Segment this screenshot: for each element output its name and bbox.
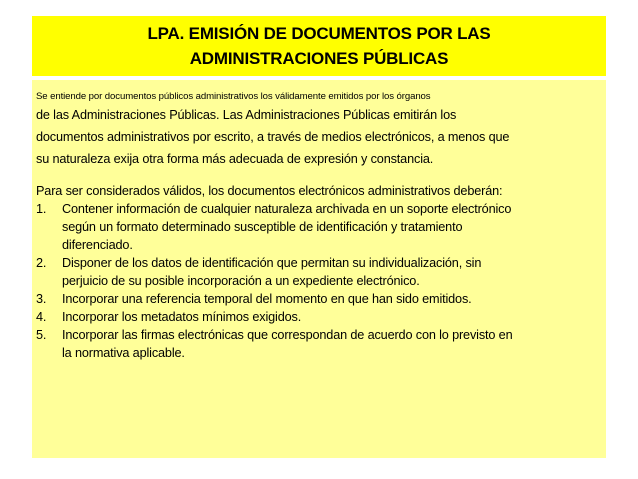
title-box — [32, 16, 606, 76]
list-item-text: Incorporar las firmas electrónicas que correspondan de acuerdo con lo previsto en — [62, 328, 513, 342]
list-item-text: Contener información de cualquier naturaleza archivada en un soporte electrónico — [62, 202, 512, 216]
list-item-text: perjuicio de su posible incorporación a un expediente electrónico. — [62, 274, 420, 288]
list-item — [36, 326, 602, 362]
list-item-text: Incorporar una referencia temporal del momento en que han sido emitidos. — [62, 292, 472, 306]
list-item-number: 5. — [36, 328, 47, 342]
list-item-text: la normativa aplicable. — [62, 346, 185, 360]
body-box — [32, 80, 606, 458]
list-item-number: 4. — [36, 310, 47, 324]
list-item-number: 1. — [36, 202, 47, 216]
slide-title-line-2: ADMINISTRACIONES PÚBLICAS — [189, 49, 449, 68]
list-item-text: según un formato determinado susceptible de identificación y tratamiento — [62, 220, 463, 234]
requirements-list — [36, 200, 602, 362]
list-item-number: 2. — [36, 256, 47, 270]
intro-line-2: de las Administraciones Públicas. Las Administraciones Públicas emitirán los — [36, 108, 457, 122]
list-item-text: Incorporar los metadatos mínimos exigidos. — [62, 310, 302, 324]
list-item — [36, 254, 602, 290]
intro-line-3: documentos administrativos por escrito, a través de medios electrónicos, a menos que — [36, 130, 510, 144]
intro-line-4: su naturaleza exija otra forma más adecuada de expresión y constancia. — [36, 152, 434, 166]
list-item-text: diferenciado. — [62, 238, 133, 252]
intro-line-1: Se entiende por documentos públicos administrativos los válidamente emitidos por los órganos — [36, 91, 431, 102]
list-item-number: 3. — [36, 292, 47, 306]
list-item — [36, 308, 602, 326]
paragraph-gap — [36, 170, 602, 182]
list-item — [36, 200, 602, 254]
slide-title-line-1: LPA. EMISIÓN DE DOCUMENTOS POR LAS — [147, 24, 491, 43]
list-item-text: Disponer de los datos de identificación que permitan su individualización, sin — [62, 256, 482, 270]
list-item — [36, 290, 602, 308]
requirements-lead: Para ser considerados válidos, los documentos electrónicos administrativos deberán: — [36, 184, 503, 198]
